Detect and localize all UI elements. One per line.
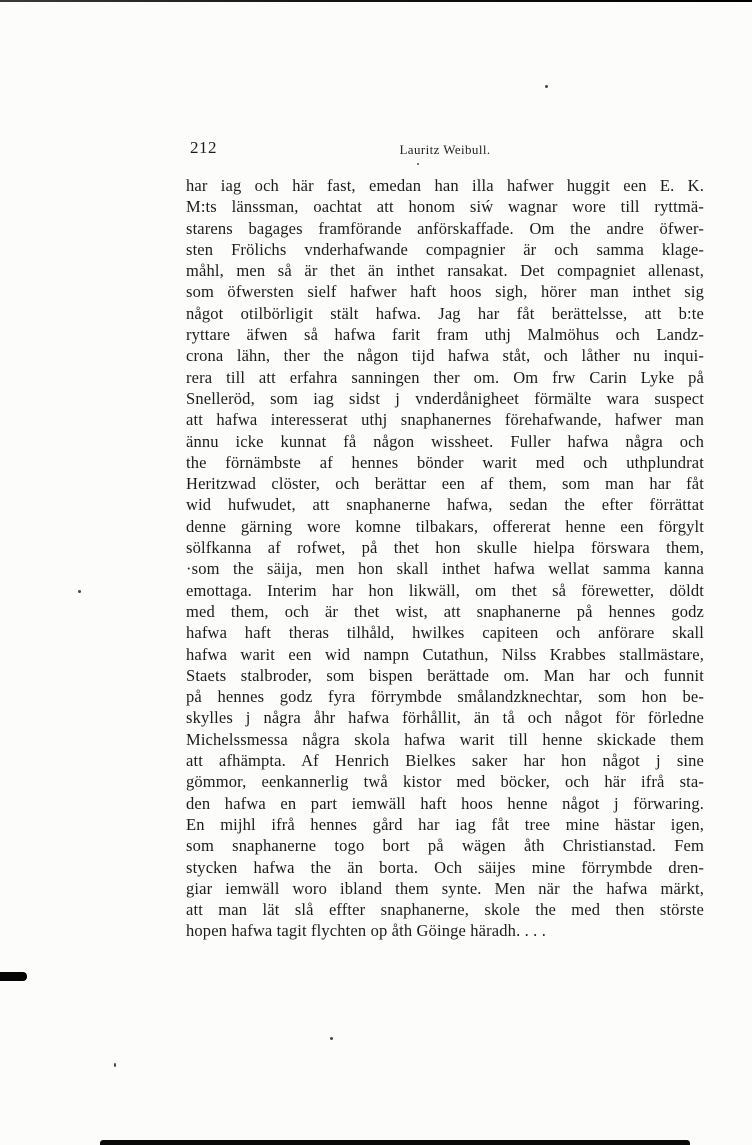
- scan-speck: [78, 590, 81, 593]
- body-line: ännu icke kunnat få någon wissheet. Fuller hafwa några och: [186, 431, 704, 451]
- body-line: M:ts länssman, oachtat att honom siẃ wagnar wore till ryttmä-: [186, 197, 704, 217]
- body-line: emottaga. Interim har hon likwäll, om thet så förewetter, döldt: [186, 580, 704, 600]
- body-line: En mijhl ifrå hennes gård har iag fåt tree mine hästar igen,: [186, 814, 704, 834]
- scan-artifact-left-edge: [0, 972, 27, 981]
- body-line: som öfwersten sielf hafwer haft hoos sigh, hörer man inthet sig: [186, 282, 704, 302]
- scan-artifact-top-edge: [0, 0, 752, 2]
- scan-speck: [114, 1063, 116, 1067]
- body-line: denne gärning wore komne tilbakars, offererat henne een förgylt: [186, 516, 704, 536]
- body-line: stycken hafwa the än borta. Och säijes mine förrymbde dren-: [186, 857, 704, 877]
- scan-speck: [330, 1037, 333, 1040]
- body-line: har iag och här fast, emedan han illa hafwer huggit een E. K.: [186, 176, 704, 195]
- page-header: [186, 138, 704, 160]
- body-line: som snaphanerne togo bort på wägen åth Christianstad. Fem: [186, 836, 704, 856]
- body-line: den hafwa en part iemwäll haft hoos henne något j förwaring.: [186, 793, 704, 813]
- body-line: rera till att erfahra sanningen ther om. Om frw Carin Lyke på: [186, 367, 704, 387]
- body-line: hafwa haft theras tilhåld, hwilkes capiteen och anförare skall: [186, 623, 704, 643]
- running-header: Lauritz Weibull.: [399, 142, 491, 157]
- body-line: gömmor, eenkannerlig twå kistor med böcker, och här ifrå sta-: [186, 772, 704, 792]
- body-line: starens bagages framförande anförskaffade. Om the andre öfwer-: [186, 218, 704, 238]
- body-line: crona lähn, ther the någon tijd hafwa ståt, och låther nu inqui-: [186, 346, 704, 366]
- body-line: måhl, men så är thet än inthet ransakat. Det compagniet allenast,: [186, 261, 704, 281]
- body-line: något otilbörligit stält hafwa. Jag har fåt berättelsse, att b:te: [186, 303, 704, 323]
- body-line: att man lät slå effter snaphanerne, skole the med then störste: [186, 900, 704, 920]
- scan-speck: [545, 85, 548, 88]
- page-number: 212: [190, 138, 217, 157]
- body-text: [186, 175, 704, 942]
- body-line: Michelssmessa några skola hafwa warit till henne skickade them: [186, 729, 704, 749]
- body-line: giar iemwäll woro ibland them synte. Men när the hafwa märkt,: [186, 878, 704, 898]
- body-line: sölfkanna af rofwet, på thet hon skulle hielpa förswara them,: [186, 538, 704, 558]
- body-line: Snelleröd, som iag sidst j vnderdånigheet förmälte wara suspect: [186, 388, 704, 408]
- scan-speck: [417, 163, 419, 165]
- body-line: att hafwa interesserat uthj snaphanernes förehafwande, hafwer man: [186, 410, 704, 430]
- body-line: på hennes godz fyra förrymbde smålandzknechtar, som hon be-: [186, 687, 704, 707]
- body-line: ·som the säija, men hon skall inthet hafwa wellat samma kanna: [186, 559, 704, 579]
- body-line: Heritzwad clöster, och berättar een af them, som man har fåt: [186, 474, 704, 494]
- body-line: hopen hafwa tagit flychten op åth Göinge häradh. . . .: [186, 921, 546, 941]
- body-line: wid hufwudet, att snaphanerne hafwa, sedan the efter förrättat: [186, 495, 704, 515]
- body-line: the förnämbste af hennes bönder warit med och uthplundrat: [186, 452, 704, 472]
- body-line: hafwa warit een wid nampn Cutathun, Nilss Krabbes stallmästare,: [186, 644, 704, 664]
- body-line: Staets stalbroder, som bispen berättade om. Man har och funnit: [186, 665, 704, 685]
- body-line: ryttare äfwen så hafwa farit fram uthj Malmöhus och Landz-: [186, 325, 704, 345]
- body-line: med them, och är thet wist, att snaphanerne på hennes godz: [186, 601, 704, 621]
- body-line: skylles j några åhr hafwa förhållit, än tå och något för förledne: [186, 708, 704, 728]
- scan-artifact-bottom-edge: [100, 1140, 690, 1145]
- body-line: att afhämpta. Af Henrich Bielkes saker har hon något j sine: [186, 751, 704, 771]
- body-line: sten Frölichs vnderhafwande compagnier är och samma klage-: [186, 239, 704, 259]
